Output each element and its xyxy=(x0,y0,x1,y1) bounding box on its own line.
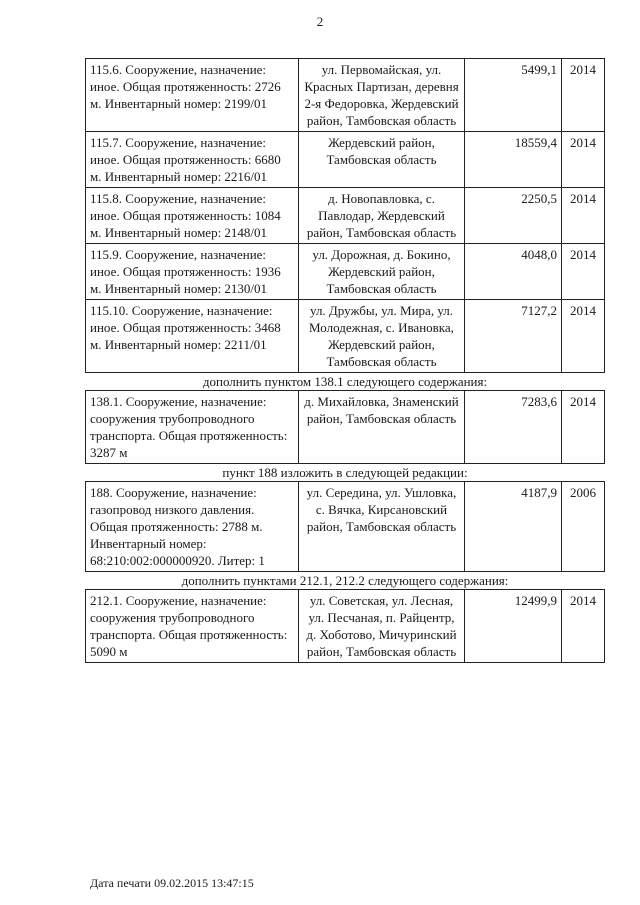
address-cell: ул. Советская, ул. Лесная, ул. Песчаная, п. Райцентр, д. Хоботово, Мичуринский район, Тамбовская область xyxy=(299,590,465,663)
cost-cell: 7127,2 xyxy=(465,300,562,373)
amendment-note-row xyxy=(86,373,605,391)
object-description-cell: 115.8. Сооружение, назначение: иное. Общая протяженность: 1084 м. Инвентарный номер: 2148/01 xyxy=(86,188,299,244)
property-table xyxy=(85,58,605,663)
object-description-cell: 115.10. Сооружение, назначение: иное. Общая протяженность: 3468 м. Инвентарный номер: 2211/01 xyxy=(86,300,299,373)
year-cell: 2014 xyxy=(562,59,605,132)
address-cell: ул. Середина, ул. Ушловка, с. Вячка, Кирсановский район, Тамбовская область xyxy=(299,482,465,572)
table-row xyxy=(86,132,605,188)
amendment-note-row xyxy=(86,464,605,482)
table-row xyxy=(86,59,605,132)
year-cell: 2006 xyxy=(562,482,605,572)
address-cell: д. Новопавловка, с. Павлодар, Жердевский район, Тамбовская область xyxy=(299,188,465,244)
amendment-note-row xyxy=(86,572,605,590)
document-body xyxy=(85,58,605,663)
cost-cell: 5499,1 xyxy=(465,59,562,132)
amendment-note: дополнить пунктами 212.1, 212.2 следующего содержания: xyxy=(86,572,605,590)
object-description-cell: 138.1. Сооружение, назначение: сооружения трубопроводного транспорта. Общая протяженность: 3287 м xyxy=(86,391,299,464)
object-description-cell: 115.9. Сооружение, назначение: иное. Общая протяженность: 1936 м. Инвентарный номер: 2130/01 xyxy=(86,244,299,300)
property-table-body xyxy=(86,59,605,663)
print-date-footer: Дата печати 09.02.2015 13:47:15 xyxy=(90,876,254,890)
address-cell: ул. Дорожная, д. Бокино, Жердевский район, Тамбовская область xyxy=(299,244,465,300)
object-description-cell: 115.7. Сооружение, назначение: иное. Общая протяженность: 6680 м. Инвентарный номер: 2216/01 xyxy=(86,132,299,188)
object-description-cell: 212.1. Сооружение, назначение: сооружения трубопроводного транспорта. Общая протяженность: 5090 м xyxy=(86,590,299,663)
object-description-cell: 188. Сооружение, назначение: газопровод низкого давления. Общая протяженность: 2788 м. Инвентарный номер: 68:210:002:000000920. Литер: 1 xyxy=(86,482,299,572)
year-cell: 2014 xyxy=(562,244,605,300)
cost-cell: 7283,6 xyxy=(465,391,562,464)
cost-cell: 12499,9 xyxy=(465,590,562,663)
amendment-note: пункт 188 изложить в следующей редакции: xyxy=(86,464,605,482)
table-row xyxy=(86,244,605,300)
address-cell: ул. Дружбы, ул. Мира, ул. Молодежная, с. Ивановка, Жердевский район, Тамбовская область xyxy=(299,300,465,373)
year-cell: 2014 xyxy=(562,132,605,188)
cost-cell: 4048,0 xyxy=(465,244,562,300)
table-row xyxy=(86,391,605,464)
address-cell: ул. Первомайская, ул. Красных Партизан, деревня 2-я Федоровка, Жердевский район, Тамбовская область xyxy=(299,59,465,132)
cost-cell: 2250,5 xyxy=(465,188,562,244)
amendment-note: дополнить пунктом 138.1 следующего содержания: xyxy=(86,373,605,391)
cost-cell: 4187,9 xyxy=(465,482,562,572)
year-cell: 2014 xyxy=(562,300,605,373)
cost-cell: 18559,4 xyxy=(465,132,562,188)
table-row xyxy=(86,188,605,244)
year-cell: 2014 xyxy=(562,188,605,244)
table-row xyxy=(86,482,605,572)
table-row xyxy=(86,590,605,663)
page-number: 2 xyxy=(316,14,324,29)
address-cell: д. Михайловка, Знаменский район, Тамбовская область xyxy=(299,391,465,464)
address-cell: Жердевский район, Тамбовская область xyxy=(299,132,465,188)
year-cell: 2014 xyxy=(562,391,605,464)
object-description-cell: 115.6. Сооружение, назначение: иное. Общая протяженность: 2726 м. Инвентарный номер: 2199/01 xyxy=(86,59,299,132)
year-cell: 2014 xyxy=(562,590,605,663)
table-row xyxy=(86,300,605,373)
